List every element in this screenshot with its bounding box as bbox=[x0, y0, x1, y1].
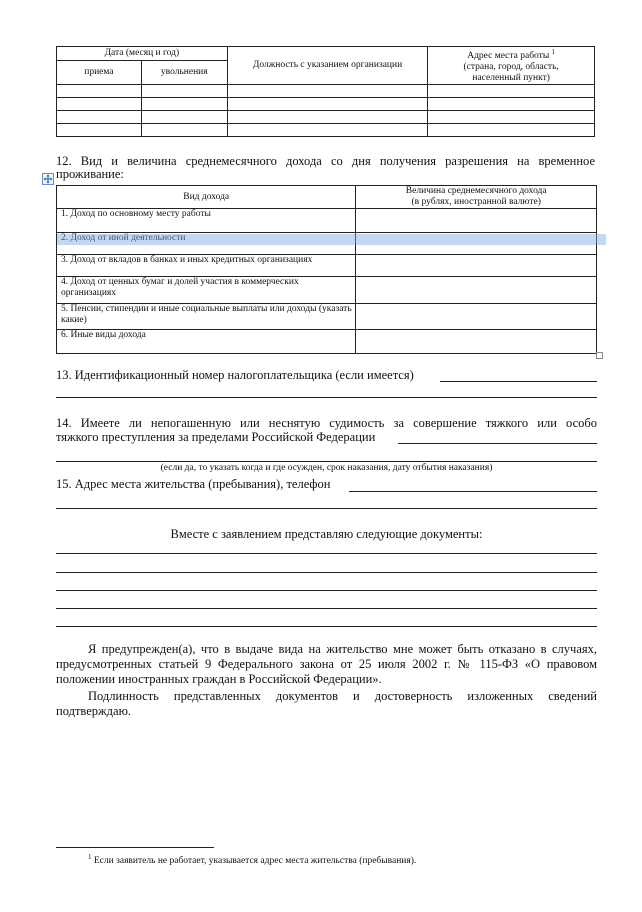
table-cell[interactable] bbox=[141, 124, 227, 137]
income-table bbox=[56, 185, 597, 354]
section14-hint: (если да, то указать когда и где осужден, срок наказания, дату отбытия наказания) bbox=[160, 463, 493, 473]
footnote-mark: 1 bbox=[88, 853, 92, 861]
col-value-line2: (в рублях, иностранной валюте) bbox=[411, 197, 541, 207]
income-value-cell[interactable] bbox=[356, 277, 597, 304]
income-row-label: 3. Доход от вкладов в банках и иных кредитных организациях bbox=[57, 255, 356, 277]
table-cell[interactable] bbox=[141, 111, 227, 124]
conviction-field-line[interactable] bbox=[398, 443, 597, 444]
documents-heading: Вместе с заявлением представляю следующие документы: bbox=[170, 527, 483, 541]
table-cell[interactable] bbox=[57, 124, 142, 137]
address-field-line[interactable] bbox=[349, 491, 597, 492]
table-cell[interactable] bbox=[428, 85, 595, 98]
table-cell[interactable] bbox=[141, 85, 227, 98]
table-cell[interactable] bbox=[57, 111, 142, 124]
warning-line1: Я предупрежден(а), что в выдаче вида на жительство мне может быть отказано в случаях, bbox=[88, 642, 597, 656]
table-cell[interactable] bbox=[227, 98, 428, 111]
col-value-line1: Величина среднемесячного дохода bbox=[405, 186, 547, 196]
section14-line1: 14. Имеете ли непогашенную или неснятую судимость за совершение тяжкого или особо bbox=[56, 416, 597, 430]
document-line[interactable] bbox=[56, 590, 597, 591]
fill-line[interactable] bbox=[56, 461, 597, 462]
document-line[interactable] bbox=[56, 572, 597, 573]
table-resize-handle[interactable] bbox=[596, 352, 603, 359]
income-row-label: 1. Доход по основному месту работы bbox=[57, 209, 356, 233]
section12-line1: 12. Вид и величина среднемесячного дохода со дня получения разрешения на временное bbox=[56, 154, 595, 168]
employment-table bbox=[56, 46, 595, 137]
footnote-separator bbox=[56, 847, 214, 848]
col-address-line1: Адрес места работы bbox=[467, 51, 550, 62]
table-move-handle-icon[interactable] bbox=[42, 173, 54, 185]
income-row-label: 2. Доход от иной деятельности bbox=[57, 233, 356, 255]
document-line[interactable] bbox=[56, 626, 597, 627]
table-cell[interactable] bbox=[227, 111, 428, 124]
col-value-header bbox=[356, 186, 597, 209]
fill-line[interactable] bbox=[56, 508, 597, 509]
income-value-cell[interactable] bbox=[356, 255, 597, 277]
col-dismiss-header: увольнения bbox=[141, 61, 227, 85]
document-line[interactable] bbox=[56, 608, 597, 609]
income-row-label: 5. Пенсии, стипендии и иные социальные выплаты или доходы (указать какие) bbox=[57, 304, 356, 330]
footnote-ref: 1 bbox=[551, 48, 556, 56]
footnote-text: Если заявитель не работает, указывается адрес места жительства (пребывания). bbox=[93, 856, 417, 867]
income-value-cell[interactable] bbox=[356, 330, 597, 354]
section14-line2: тяжкого преступления за пределами Российской Федерации bbox=[56, 430, 376, 444]
income-value-cell[interactable] bbox=[356, 304, 597, 330]
table-cell[interactable] bbox=[57, 98, 142, 111]
warning-line2: предусмотренных статьей 9 Федерального закона от 25 июля 2002 г. № 115-ФЗ «О правовом bbox=[56, 657, 597, 671]
col-date-header: Дата (месяц и год) bbox=[57, 47, 228, 61]
table-cell[interactable] bbox=[428, 124, 595, 137]
income-row-label: 6. Иные виды дохода bbox=[57, 330, 356, 354]
col-hire-header: приема bbox=[57, 61, 142, 85]
col-address-line2: (страна, город, область, bbox=[463, 62, 559, 73]
inn-field-line[interactable] bbox=[440, 381, 597, 382]
table-cell[interactable] bbox=[428, 98, 595, 111]
table-cell[interactable] bbox=[227, 124, 428, 137]
warning-line3: положении иностранных граждан в Российской Федерации». bbox=[56, 672, 382, 686]
table-cell[interactable] bbox=[428, 111, 595, 124]
authenticity-line2: подтверждаю. bbox=[56, 704, 132, 718]
footnote bbox=[88, 853, 416, 866]
section13-label: 13. Идентификационный номер налогоплательщика (если имеется) bbox=[56, 368, 414, 382]
col-kind-header: Вид дохода bbox=[57, 186, 356, 209]
row-selection-highlight bbox=[57, 234, 606, 245]
income-value-cell[interactable] bbox=[356, 209, 597, 233]
fill-line[interactable] bbox=[56, 397, 597, 398]
section12-line2: проживание: bbox=[56, 167, 124, 181]
col-address-header bbox=[428, 47, 595, 85]
document-line[interactable] bbox=[56, 553, 597, 554]
col-position-header: Должность с указанием организации bbox=[227, 47, 428, 85]
table-cell[interactable] bbox=[227, 85, 428, 98]
authenticity-line1: Подлинность представленных документов и достоверность изложенных сведений bbox=[88, 689, 597, 703]
col-address-line3: населенный пункт) bbox=[472, 73, 550, 84]
income-row-label: 4. Доход от ценных бумаг и долей участия в коммерческих организациях bbox=[57, 277, 356, 304]
section15-label: 15. Адрес места жительства (пребывания), телефон bbox=[56, 477, 331, 491]
table-cell[interactable] bbox=[141, 98, 227, 111]
table-cell[interactable] bbox=[57, 85, 142, 98]
